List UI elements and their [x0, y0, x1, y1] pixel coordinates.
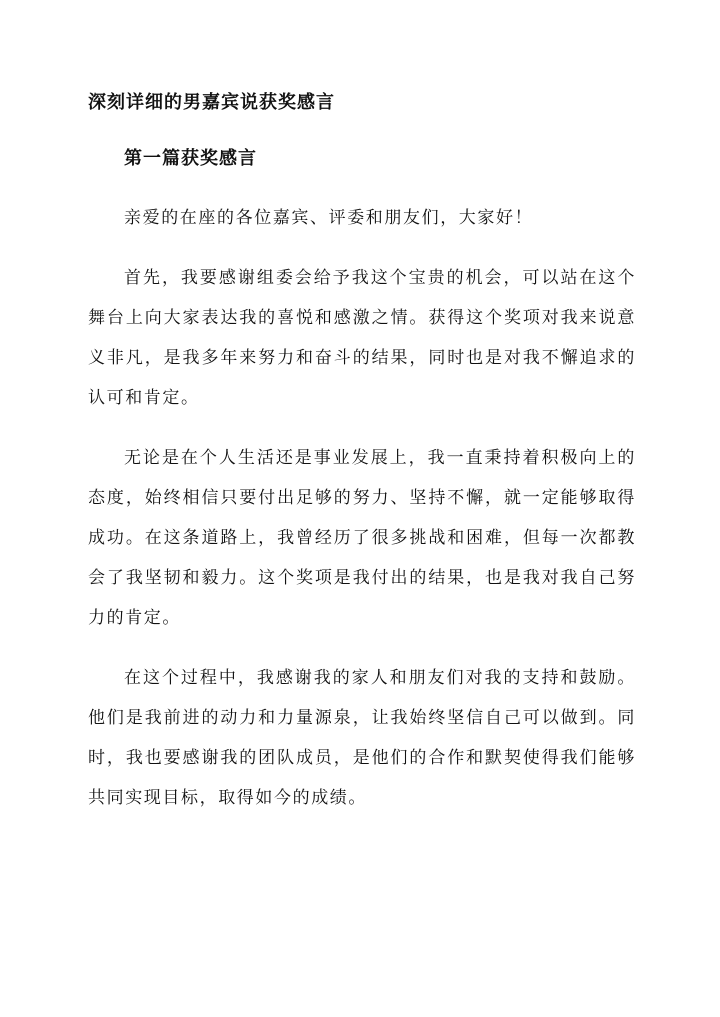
body-paragraph: 在这个过程中，我感谢我的家人和朋友们对我的支持和鼓励。他们是我前进的动力和力量源泉，让我始终坚信自己可以做到。同时，我也要感谢我的团队成员，是他们的合作和默契使得我们能够共同实现目标，取得如今的成绩。 — [88, 668, 636, 808]
body-paragraph: 无论是在个人生活还是事业发展上，我一直秉持着积极向上的态度，始终相信只要付出足够的努力、坚持不懈，就一定能够取得成功。在这条道路上，我曾经历了很多挑战和困难，但每一次都教会了我坚韧和毅力。这个奖项是我付出的结果，也是我对我自己努力的肯定。 — [88, 448, 636, 628]
document-title: 深刻详细的男嘉宾说获奖感言 — [88, 92, 335, 113]
section-title: 第一篇获奖感言 — [124, 148, 257, 169]
body-paragraph: 首先，我要感谢组委会给予我这个宝贵的机会，可以站在这个舞台上向大家表达我的喜悦和感激之情。获得这个奖项对我来说意义非凡，是我多年来努力和奋斗的结果，同时也是对我不懈追求的认可和肯定。 — [88, 268, 636, 408]
document-body — [88, 198, 636, 818]
greeting-paragraph: 亲爱的在座的各位嘉宾、评委和朋友们，大家好！ — [124, 208, 534, 228]
